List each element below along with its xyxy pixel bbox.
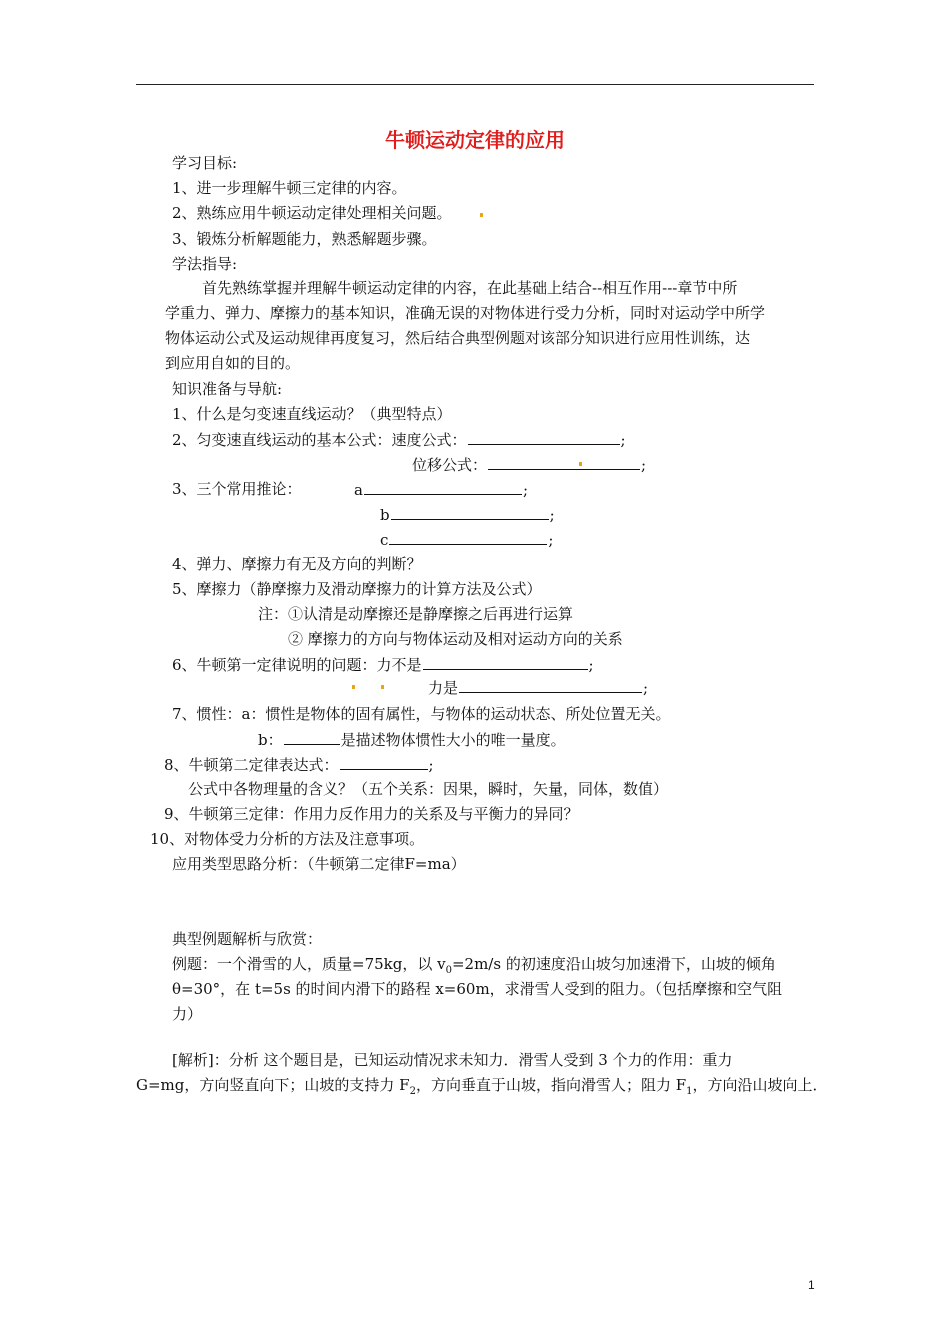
first-law-label-b: 力是 xyxy=(428,679,459,697)
example-text: 例题：一个滑雪的人，质量=75kg，以 v xyxy=(172,955,446,973)
analysis-text: ，方向垂直于山坡，指向滑雪人；阻力 F xyxy=(415,1076,687,1094)
semicolon: ; xyxy=(428,756,434,774)
first-law-blank-b[interactable] xyxy=(459,676,642,693)
decorative-mark xyxy=(480,213,483,217)
guidance-line: 物体运动公式及运动规律再度复习，然后结合典型例题对该部分知识进行应用性训练，达 xyxy=(165,329,751,347)
displacement-formula-line xyxy=(412,453,646,475)
prep-question-10: 10、对物体受力分析的方法及注意事项。 xyxy=(150,830,425,848)
decorative-mark xyxy=(579,462,582,466)
semicolon: ; xyxy=(643,679,649,697)
inference-b-label: b xyxy=(380,506,390,524)
semicolon: ; xyxy=(588,656,594,674)
example-line-3: 力） xyxy=(172,1005,203,1023)
page-number: 1 xyxy=(808,1278,815,1292)
inference-a-line xyxy=(354,478,528,499)
prep-question-5: 5、摩擦力（静摩擦力及滑动摩擦力的计算方法及公式） xyxy=(172,580,542,598)
prep-question-1: 1、什么是匀变速直线运动？（典型特点） xyxy=(172,405,452,423)
inference-a-blank[interactable] xyxy=(364,478,522,495)
decorative-mark xyxy=(381,685,384,689)
objective-item: 3、锻炼分析解题能力，熟悉解题步骤。 xyxy=(172,230,437,248)
analysis-text: G=mg，方向竖直向下；山坡的支持力 F xyxy=(136,1076,410,1094)
second-law-note: 公式中各物理量的含义？（五个关系：因果，瞬时，矢量，同体，数值） xyxy=(188,780,669,798)
analysis-line-1: [解析]：分析 这个题目是，已知运动情况求未知力．滑雪人受到 3 个力的作用：重力 xyxy=(172,1051,733,1069)
guidance-line: 首先熟练掌握并理解牛顿运动定律的内容，在此基础上结合--相互作用---章节中所 xyxy=(202,279,738,297)
prep-heading: 知识准备与导航: xyxy=(172,380,283,398)
objectives-heading: 学习目标: xyxy=(172,154,238,172)
example-line-2: θ=30°，在 t=5s 的时间内滑下的路程 x=60m，求滑雪人受到的阻力。（包括摩擦和空气阻 xyxy=(172,980,783,998)
application-analysis: 应用类型思路分析：（牛顿第二定律F=ma） xyxy=(172,855,466,873)
semicolon: ; xyxy=(549,506,555,524)
subscript: 0 xyxy=(445,965,452,976)
analysis-line-2 xyxy=(136,1074,828,1097)
second-law-label: 8、牛顿第二定律表达式： xyxy=(164,756,339,774)
friction-note-1: 注：①认清是动摩擦还是静摩擦之后再进行运算 xyxy=(258,605,574,623)
velocity-formula-blank[interactable] xyxy=(468,428,620,445)
inference-b-line xyxy=(380,503,555,524)
subscript: 1 xyxy=(686,1086,693,1097)
inertia-b-text: 是描述物体惯性大小的唯一量度。 xyxy=(340,731,566,749)
displacement-formula-blank[interactable] xyxy=(488,453,640,470)
inference-c-line xyxy=(380,528,553,549)
objective-item: 2、熟练应用牛顿运动定律处理相关问题。 xyxy=(172,204,452,222)
semicolon: ; xyxy=(641,456,647,474)
guidance-line: 学重力、弹力、摩擦力的基本知识，准确无误的对物体进行受力分析，同时对运动学中所学 xyxy=(165,304,766,322)
header-rule xyxy=(136,84,814,85)
subscript: 2 xyxy=(409,1086,416,1097)
prep-question-6 xyxy=(172,653,594,675)
prep-question-3: 3、三个常用推论： xyxy=(172,480,302,498)
first-law-blank-a[interactable] xyxy=(423,653,588,670)
semicolon: ; xyxy=(522,481,529,499)
page-title: 牛顿运动定律的应用 xyxy=(385,128,565,152)
inference-b-blank[interactable] xyxy=(391,503,549,520)
semicolon: ; xyxy=(548,531,554,549)
velocity-formula-label: 2、匀变速直线运动的基本公式：速度公式： xyxy=(172,431,467,449)
prep-question-7a: 7、惯性：a：惯性是物体的固有属性，与物体的运动状态、所处位置无关。 xyxy=(172,705,671,723)
inference-c-label: c xyxy=(380,531,389,549)
example-heading: 典型例题解析与欣赏： xyxy=(172,930,323,948)
first-law-line-b xyxy=(428,676,648,698)
decorative-mark xyxy=(352,685,355,689)
first-law-label-a: 6、牛顿第一定律说明的问题：力不是 xyxy=(172,656,422,674)
prep-question-9: 9、牛顿第三定律：作用力反作用力的关系及与平衡力的异同？ xyxy=(164,805,579,823)
objective-item: 1、进一步理解牛顿三定律的内容。 xyxy=(172,179,407,197)
example-text: =2m/s 的初速度沿山坡匀加速滑下，山坡的倾角 xyxy=(451,955,776,973)
inertia-measure-blank[interactable] xyxy=(284,728,340,745)
prep-question-4: 4、弹力、摩擦力有无及方向的判断？ xyxy=(172,555,422,573)
prep-question-2 xyxy=(172,428,626,450)
semicolon: ; xyxy=(620,431,626,449)
second-law-blank[interactable] xyxy=(340,753,428,770)
friction-note-2: ② 摩擦力的方向与物体运动及相对运动方向的关系 xyxy=(288,630,623,648)
inertia-b-label: b： xyxy=(258,731,283,749)
displacement-formula-label: 位移公式： xyxy=(412,456,488,474)
analysis-text: ，方向沿山坡向上． xyxy=(692,1076,828,1094)
prep-question-7b xyxy=(258,728,566,750)
guidance-line: 到应用自如的目的。 xyxy=(165,354,301,372)
guidance-heading: 学法指导: xyxy=(172,255,238,273)
inference-a-label: a xyxy=(354,481,363,499)
example-line-1 xyxy=(172,953,776,976)
inference-c-blank[interactable] xyxy=(389,528,547,545)
prep-question-8 xyxy=(164,753,434,775)
